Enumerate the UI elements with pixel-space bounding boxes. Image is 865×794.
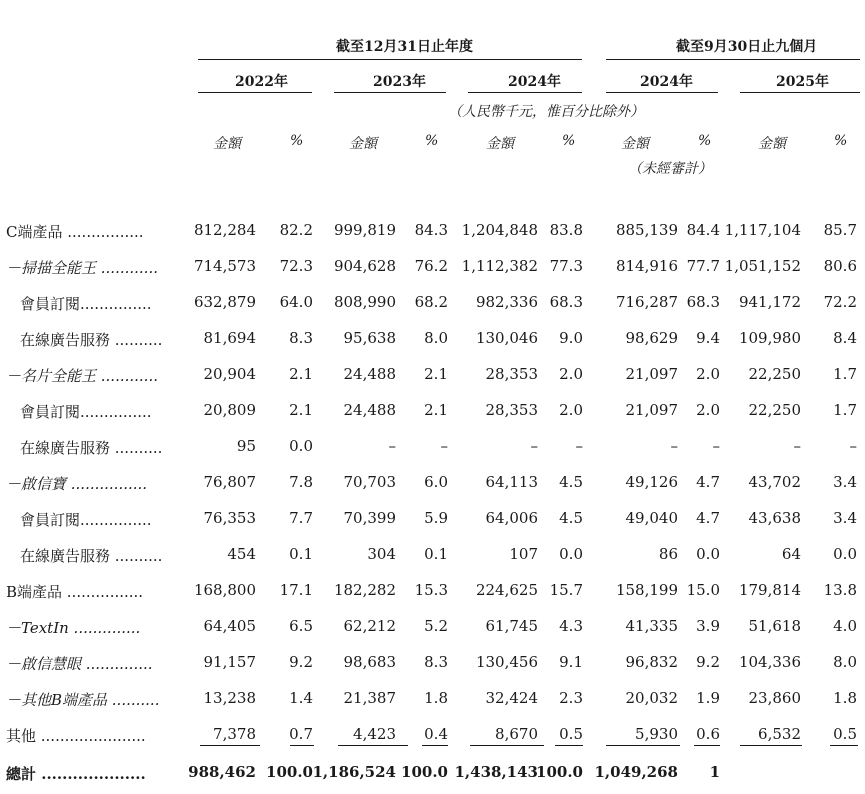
cell-amount-2022: 76,807	[203, 473, 256, 491]
cell-pct-2022: 9.2	[289, 653, 313, 671]
pct-label-2024: %	[562, 133, 576, 149]
cell-pct-2024: 2.0	[559, 401, 583, 419]
cell-pct-2023: 5.2	[424, 617, 448, 635]
cell-amount-2024: 64,113	[485, 473, 538, 491]
cell-pct-2024: 2.3	[559, 689, 583, 707]
cell-pct-2025-nine: 3.4	[833, 509, 857, 527]
cell-pct-2022: 82.2	[279, 221, 313, 239]
cell-amount-2024-nine: 98,629	[625, 329, 678, 347]
cell-pct-2024: 68.3	[549, 293, 583, 311]
cell-pct-2022: 17.1	[279, 581, 313, 599]
cell-amount-2024-nine: 41,335	[625, 617, 678, 635]
cell-pct-2024-nine: –	[712, 437, 720, 455]
cell-pct-2022: 72.3	[279, 257, 313, 275]
cell-amount-2022: 20,809	[203, 401, 256, 419]
cell-pct-2024-nine: 1.9	[696, 689, 720, 707]
cell-pct-2024: 0.0	[559, 545, 583, 563]
cell-amount-2022: 20,904	[203, 365, 256, 383]
cell-amount-2023: 4,423	[353, 725, 396, 743]
cell-pct-2024: 77.3	[549, 257, 583, 275]
year-2024-nine: 2024年	[640, 74, 693, 90]
unit-note: （人民幣千元，惟百分比除外）	[448, 104, 644, 120]
cell-amount-2022: 988,462	[188, 763, 256, 781]
cell-amount-2023: 999,819	[333, 221, 396, 239]
row-label: 會員訂閱...............	[20, 403, 152, 421]
cell-amount-2023: 1,186,524	[312, 763, 396, 781]
cell-pct-2024-nine: 3.9	[696, 617, 720, 635]
cell-amount-2024: 982,336	[475, 293, 538, 311]
cell-amount-2024-nine: 21,097	[625, 365, 678, 383]
cell-amount-2023: 62,212	[343, 617, 396, 635]
cell-amount-2024: 64,006	[485, 509, 538, 527]
unaudited-note: （未經審計）	[628, 161, 712, 177]
cell-pct-2022: 1.4	[289, 689, 313, 707]
row-label: 在線廣告服務 ..........	[20, 439, 163, 457]
year-2025-nine: 2025年	[776, 74, 829, 90]
row-label: －其他B端產品 ..........	[6, 691, 160, 709]
amount-label-2024-nine: 金額	[621, 136, 649, 152]
cell-pct-2022: 2.1	[289, 401, 313, 419]
cell-amount-2023: 904,628	[333, 257, 396, 275]
cell-amount-2025-nine: 941,172	[738, 293, 801, 311]
amount-label-2025-nine: 金額	[758, 136, 786, 152]
year-2023: 2023年	[373, 74, 426, 90]
nine-month-group-rule	[606, 59, 860, 60]
cell-pct-2023: 8.3	[424, 653, 448, 671]
cell-amount-2023: 21,387	[343, 689, 396, 707]
cell-pct-2025-nine: –	[849, 437, 857, 455]
cell-amount-2023: 182,282	[333, 581, 396, 599]
cell-amount-2024-nine: 96,832	[625, 653, 678, 671]
pct-label-2022: %	[290, 133, 304, 149]
row-label: －啟信慧眼 ..............	[6, 655, 153, 673]
cell-pct-2024: 4.3	[559, 617, 583, 635]
cell-amount-2024: 224,625	[475, 581, 538, 599]
cell-pct-2024: 2.0	[559, 365, 583, 383]
cell-pct-2023: 5.9	[424, 509, 448, 527]
cell-amount-2023: –	[388, 437, 396, 455]
cell-pct-2025-nine: 8.4	[833, 329, 857, 347]
year-rule-2022	[198, 92, 312, 93]
cell-pct-2023: 15.3	[414, 581, 448, 599]
cell-pct-2025-nine: 0.0	[833, 545, 857, 563]
sum-rule-10	[830, 745, 858, 746]
cell-amount-2025-nine: 43,702	[748, 473, 801, 491]
cell-amount-2023: 95,638	[343, 329, 396, 347]
cell-pct-2022: 0.1	[289, 545, 313, 563]
cell-amount-2022: 812,284	[193, 221, 256, 239]
cell-amount-2024-nine: 20,032	[625, 689, 678, 707]
row-label: C端產品 ................	[6, 223, 144, 241]
cell-amount-2022: 91,157	[203, 653, 256, 671]
cell-amount-2022: 454	[227, 545, 256, 563]
cell-pct-2022: 8.3	[289, 329, 313, 347]
cell-pct-2025-nine: 1.8	[833, 689, 857, 707]
cell-amount-2024-nine: 814,916	[615, 257, 678, 275]
cell-pct-2025-nine: 4.0	[833, 617, 857, 635]
cell-pct-2023: 68.2	[414, 293, 448, 311]
cell-amount-2024: 1,438,143	[454, 763, 538, 781]
cell-pct-2024-nine: 68.3	[686, 293, 720, 311]
cell-amount-2024-nine: 1,049,268	[594, 763, 678, 781]
cell-pct-2024-nine: 77.7	[686, 257, 720, 275]
cell-pct-2023: 2.1	[424, 365, 448, 383]
cell-pct-2024: 9.1	[559, 653, 583, 671]
cell-pct-2025-nine: 13.8	[823, 581, 857, 599]
cell-pct-2025-nine: 80.6	[823, 257, 857, 275]
cell-pct-2023: 6.0	[424, 473, 448, 491]
cell-amount-2024-nine: 158,199	[615, 581, 678, 599]
cell-amount-2023: 808,990	[333, 293, 396, 311]
cell-amount-2022: 64,405	[203, 617, 256, 635]
row-label: 其他 ......................	[6, 727, 146, 745]
year-rule-2025-nine	[740, 92, 860, 93]
cell-amount-2023: 98,683	[343, 653, 396, 671]
cell-pct-2024-nine: 84.4	[686, 221, 720, 239]
row-label: 會員訂閱...............	[20, 295, 152, 313]
cell-amount-2025-nine: 64	[781, 545, 801, 563]
cell-pct-2025-nine: 0.5	[833, 725, 857, 743]
sum-rule-9	[740, 745, 802, 746]
cell-amount-2025-nine: –	[793, 437, 801, 455]
cell-pct-2023: 1.8	[424, 689, 448, 707]
cell-pct-2024-nine: 4.7	[696, 509, 720, 527]
cell-pct-2025-nine: 1.7	[833, 365, 857, 383]
cell-amount-2025-nine: 179,814	[738, 581, 801, 599]
cell-pct-2022: 7.8	[289, 473, 313, 491]
cell-pct-2024-nine: 2.0	[696, 365, 720, 383]
cell-amount-2025-nine: 23,860	[748, 689, 801, 707]
cell-amount-2025-nine: 22,250	[748, 401, 801, 419]
sum-rule-8	[694, 745, 720, 746]
cell-pct-2022: 0.7	[289, 725, 313, 743]
row-label: B端產品 ................	[6, 583, 144, 601]
cell-pct-2025-nine: 72.2	[823, 293, 857, 311]
cell-amount-2024-nine: 86	[658, 545, 678, 563]
cell-pct-2024-nine: 0.6	[696, 725, 720, 743]
row-label: 總計 ....................	[6, 765, 146, 783]
cell-pct-2024: 4.5	[559, 473, 583, 491]
pct-label-2025-nine: %	[834, 133, 848, 149]
cell-pct-2022: 7.7	[289, 509, 313, 527]
cell-amount-2023: 304	[367, 545, 396, 563]
cell-pct-2024: –	[575, 437, 583, 455]
cell-pct-2024-nine: 9.4	[696, 329, 720, 347]
cell-pct-2025-nine: 3.4	[833, 473, 857, 491]
cell-pct-2024-nine: 9.2	[696, 653, 720, 671]
cell-amount-2022: 168,800	[193, 581, 256, 599]
cell-amount-2024: 1,112,382	[461, 257, 538, 275]
row-label: －啟信寶 ................	[6, 475, 148, 493]
cell-amount-2025-nine: 109,980	[738, 329, 801, 347]
cell-pct-2025-nine: 1.7	[833, 401, 857, 419]
year-rule-2023	[334, 92, 446, 93]
cell-amount-2024-nine: 716,287	[615, 293, 678, 311]
cell-pct-2022: 0.0	[289, 437, 313, 455]
cell-pct-2025-nine: 8.0	[833, 653, 857, 671]
cell-amount-2022: 13,238	[203, 689, 256, 707]
cell-amount-2025-nine: 43,638	[748, 509, 801, 527]
sum-rule-7	[606, 745, 680, 746]
cell-pct-2023: 0.1	[424, 545, 448, 563]
sum-rule-1	[200, 745, 260, 746]
cell-amount-2024: 28,353	[485, 365, 538, 383]
cell-amount-2022: 95	[236, 437, 256, 455]
cell-pct-2024-nine: 4.7	[696, 473, 720, 491]
cell-amount-2023: 70,703	[343, 473, 396, 491]
nine-month-group-header: 截至9月30日止九個月	[676, 39, 818, 55]
cell-amount-2024-nine: 5,930	[635, 725, 678, 743]
row-label: －名片全能王 ............	[6, 367, 158, 385]
cell-amount-2024: 130,456	[475, 653, 538, 671]
cell-amount-2025-nine: 22,250	[748, 365, 801, 383]
year-rule-2024	[468, 92, 582, 93]
cell-pct-2024: 9.0	[559, 329, 583, 347]
cell-pct-2022: 100.0	[266, 763, 313, 781]
cell-amount-2024: 28,353	[485, 401, 538, 419]
cell-amount-2025-nine: 104,336	[738, 653, 801, 671]
cell-amount-2023: 24,488	[343, 365, 396, 383]
cell-pct-2024: 100.0	[536, 763, 583, 781]
cell-pct-2022: 2.1	[289, 365, 313, 383]
row-label: 會員訂閱...............	[20, 511, 152, 529]
cell-pct-2023: 2.1	[424, 401, 448, 419]
cell-pct-2023: 0.4	[424, 725, 448, 743]
year-2022: 2022年	[235, 74, 288, 90]
cell-pct-2024: 83.8	[549, 221, 583, 239]
cell-amount-2024: 32,424	[485, 689, 538, 707]
cell-amount-2025-nine: 1,117,104	[724, 221, 801, 239]
cell-pct-2023: 76.2	[414, 257, 448, 275]
cell-pct-2023: –	[440, 437, 448, 455]
cell-pct-2024-nine: 1	[709, 763, 720, 781]
amount-label-2024: 金額	[486, 136, 514, 152]
cell-amount-2024: 107	[509, 545, 538, 563]
cell-amount-2024: 61,745	[485, 617, 538, 635]
year-rule-2024-nine	[606, 92, 718, 93]
cell-pct-2023: 84.3	[414, 221, 448, 239]
year-2024: 2024年	[508, 74, 561, 90]
row-label: －掃描全能王 ............	[6, 259, 158, 277]
cell-amount-2024-nine: 49,126	[625, 473, 678, 491]
cell-amount-2025-nine: 51,618	[748, 617, 801, 635]
sum-rule-2	[290, 745, 314, 746]
cell-pct-2024: 15.7	[549, 581, 583, 599]
cell-amount-2024-nine: –	[670, 437, 678, 455]
cell-amount-2025-nine: 1,051,152	[724, 257, 801, 275]
row-label: 在線廣告服務 ..........	[20, 331, 163, 349]
cell-amount-2024-nine: 49,040	[625, 509, 678, 527]
cell-amount-2024-nine: 885,139	[615, 221, 678, 239]
sum-rule-3	[338, 745, 408, 746]
cell-amount-2024: 130,046	[475, 329, 538, 347]
cell-amount-2022: 632,879	[193, 293, 256, 311]
amount-label-2022: 金額	[213, 136, 241, 152]
pct-label-2024-nine: %	[698, 133, 712, 149]
cell-pct-2024: 0.5	[559, 725, 583, 743]
pct-label-2023: %	[425, 133, 439, 149]
row-label: 在線廣告服務 ..........	[20, 547, 163, 565]
sum-rule-5	[470, 745, 544, 746]
cell-pct-2022: 6.5	[289, 617, 313, 635]
cell-amount-2022: 714,573	[193, 257, 256, 275]
cell-pct-2022: 64.0	[279, 293, 313, 311]
cell-amount-2024-nine: 21,097	[625, 401, 678, 419]
annual-group-rule	[198, 59, 582, 60]
cell-amount-2024: 8,670	[495, 725, 538, 743]
cell-amount-2024: 1,204,848	[461, 221, 538, 239]
cell-amount-2022: 81,694	[203, 329, 256, 347]
cell-amount-2023: 70,399	[343, 509, 396, 527]
cell-pct-2023: 100.0	[401, 763, 448, 781]
cell-amount-2022: 76,353	[203, 509, 256, 527]
sum-rule-6	[555, 745, 583, 746]
sum-rule-4	[422, 745, 448, 746]
cell-amount-2024: –	[530, 437, 538, 455]
cell-amount-2022: 7,378	[213, 725, 256, 743]
cell-pct-2024-nine: 0.0	[696, 545, 720, 563]
row-label: －TextIn ..............	[6, 619, 141, 637]
amount-label-2023: 金額	[349, 136, 377, 152]
cell-amount-2025-nine: 6,532	[758, 725, 801, 743]
cell-pct-2023: 8.0	[424, 329, 448, 347]
annual-group-header: 截至12月31日止年度	[336, 39, 473, 55]
cell-pct-2024: 4.5	[559, 509, 583, 527]
cell-amount-2023: 24,488	[343, 401, 396, 419]
cell-pct-2024-nine: 2.0	[696, 401, 720, 419]
cell-pct-2024-nine: 15.0	[686, 581, 720, 599]
cell-pct-2025-nine: 85.7	[823, 221, 857, 239]
